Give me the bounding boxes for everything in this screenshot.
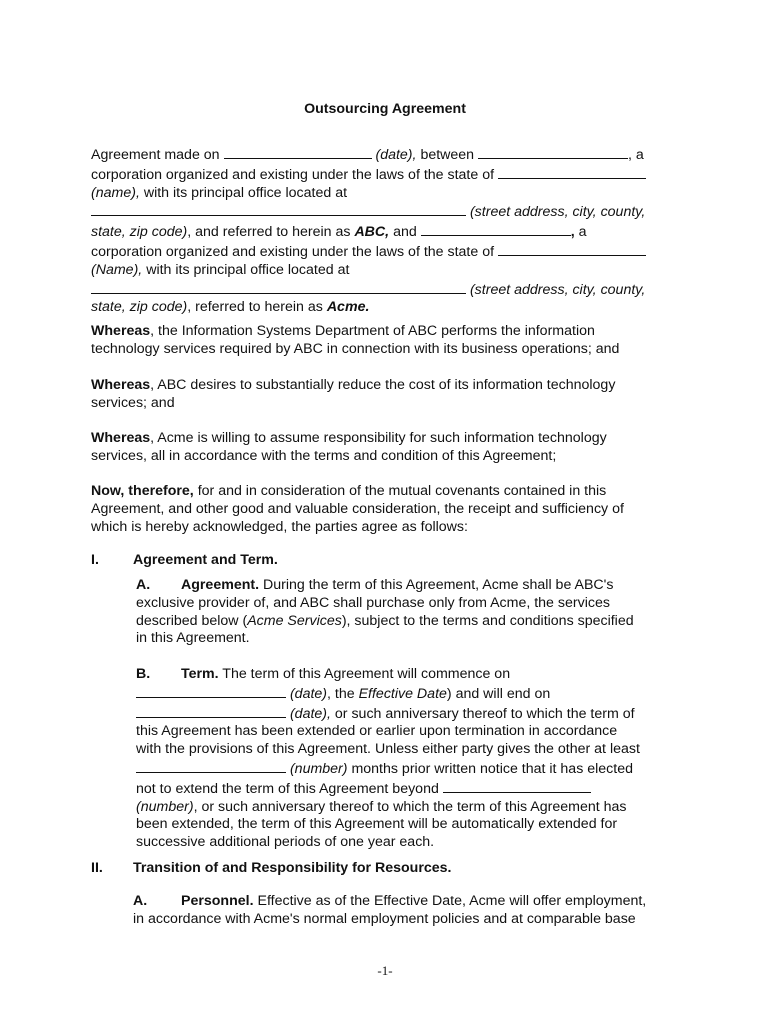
paragraph-text: for and in consideration of the mutual covenants contained in this (193, 483, 607, 499)
date-blank (224, 145, 372, 159)
paragraph-text: , the Information Systems Department of ABC performs the information (150, 323, 595, 339)
intro-text: a (578, 224, 587, 241)
paragraph-text: (number) (136, 798, 194, 815)
document-title: Outsourcing Agreement (304, 101, 466, 117)
months-blank (136, 759, 286, 773)
paragraph-text: (date) (289, 685, 328, 702)
paragraph-text: Effective as of the Effective Date, Acme will offer employment, (253, 893, 647, 909)
now-therefore-label: Now, therefore, (91, 483, 194, 499)
paragraph-text: services; and (91, 394, 175, 411)
intro-text: (street address, city, county, (469, 204, 646, 221)
subsection-label: A. (133, 893, 148, 909)
section-1-heading (91, 552, 278, 570)
paragraph-text: been extended, the term of this Agreement will be automatically extended for (136, 816, 618, 833)
section-title: Agreement and Term. (133, 552, 278, 568)
intro-text: corporation organized and existing under the laws of the state of (91, 243, 495, 260)
intro-text: between (420, 147, 475, 163)
address-blank (91, 202, 466, 216)
paragraph-text: or such anniversary thereof to which the term of (330, 705, 635, 722)
state-blank (498, 242, 646, 256)
whereas-label: Whereas (91, 323, 151, 339)
acme-services-term: Acme Services (247, 612, 342, 629)
intro-text: corporation organized and existing under the laws of the state of (91, 166, 495, 183)
intro-text: Agreement made on (91, 147, 220, 163)
paragraph-text: Agreement, and other good and valuable consideration, the receipt and sufficiency of (91, 500, 624, 517)
intro-text: , referred to herein as (187, 299, 323, 316)
paragraph-text: with the provisions of this Agreement. Unless either party gives the other at least (136, 741, 640, 758)
section-number: I. (91, 552, 99, 568)
subsection-title: Term. (181, 666, 219, 682)
acme-term: Acme. (326, 299, 370, 316)
paragraph-text: (date), (289, 705, 331, 722)
intro-text: , and referred to herein as (187, 224, 351, 241)
paragraph-text: , the (327, 685, 355, 702)
whereas-label: Whereas (91, 430, 151, 446)
intro-text: , a (628, 147, 644, 163)
intro-text: (street address, city, county, (469, 281, 646, 298)
term-limit-blank (443, 779, 591, 793)
paragraph-text: During the term of this Agreement, Acme shall be ABC's (259, 577, 614, 593)
intro-text: (Name), (91, 261, 143, 278)
paragraph-text: , ABC desires to substantially reduce the cost of its information technology (150, 377, 616, 393)
intro-paragraph (91, 145, 691, 317)
start-date-blank (136, 684, 286, 698)
intro-text: (name), (91, 184, 140, 201)
subsection-title: Agreement. (181, 577, 260, 593)
paragraph-text: which is hereby acknowledged, the parties agree as follows: (91, 518, 468, 535)
section-1a-paragraph (136, 577, 676, 648)
paragraph-text: ) and will end on (446, 685, 551, 702)
paragraph-text: The term of this Agreement will commence on (218, 666, 511, 682)
now-therefore-paragraph (91, 483, 691, 536)
paragraph-text: services, all in accordance with the terms and condition of this Agreement; (91, 447, 557, 464)
paragraph-text: , Acme is willing to assume responsibility for such information technology (150, 430, 607, 446)
paragraph-text: ), subject to the terms and conditions specified (341, 612, 634, 629)
party-name-blank (478, 145, 628, 159)
end-date-blank (136, 704, 286, 718)
intro-text: , (570, 224, 575, 241)
intro-text: (date), (375, 147, 417, 163)
party-name-blank (421, 222, 571, 236)
section-2-heading (91, 860, 451, 878)
paragraph-text: exclusive provider of, and ABC shall purchase only from Acme, the services (136, 594, 610, 611)
address-blank (91, 280, 466, 294)
whereas-paragraph-1 (91, 323, 691, 359)
whereas-paragraph-3 (91, 430, 691, 466)
paragraph-text: not to extend the term of this Agreement beyond (136, 780, 439, 797)
whereas-label: Whereas (91, 377, 151, 393)
effective-date-term: Effective Date (358, 685, 447, 702)
page-number: -1- (377, 963, 393, 978)
intro-text: and (393, 224, 417, 241)
state-blank (498, 165, 646, 179)
section-number: II. (91, 860, 103, 876)
paragraph-text: months prior written notice that it has elected (347, 760, 633, 777)
paragraph-text: described below ( (136, 612, 248, 629)
subsection-label: B. (136, 666, 151, 682)
subsection-label: A. (136, 577, 151, 593)
intro-text: with its principal office located at (143, 184, 348, 201)
abc-term: ABC, (354, 224, 390, 241)
section-title: Transition of and Responsibility for Resources. (133, 860, 452, 876)
intro-text: state, zip code) (91, 299, 188, 316)
paragraph-text: in accordance with Acme's normal employment policies and at comparable base (133, 910, 636, 927)
section-1b-paragraph (136, 666, 676, 852)
whereas-paragraph-2 (91, 377, 691, 413)
intro-text: with its principal office located at (146, 261, 350, 278)
paragraph-text: successive additional periods of one year each. (136, 834, 435, 851)
paragraph-text: , or such anniversary thereof to which the term of this Agreement has (193, 798, 627, 815)
paragraph-text: technology services required by ABC in connection with its business operations; and (91, 340, 620, 357)
paragraph-text: this Agreement has been extended or earlier upon termination in accordance (136, 723, 618, 740)
section-2a-paragraph (133, 893, 693, 929)
intro-text: state, zip code) (91, 224, 188, 241)
subsection-title: Personnel. (181, 893, 254, 909)
paragraph-text: (number) (289, 760, 348, 777)
paragraph-text: in this Agreement. (136, 630, 250, 647)
